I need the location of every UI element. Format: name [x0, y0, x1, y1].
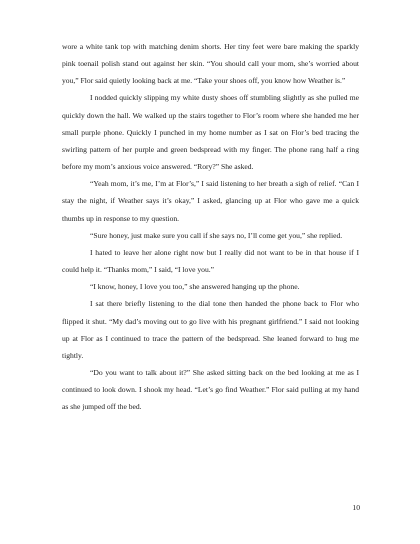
page-number: 10: [352, 503, 360, 512]
paragraph: “Sure honey, just make sure you call if she says no, I’ll come get you,” she replied.: [90, 230, 343, 240]
paragraph: “Yeah mom, it’s me, I’m at Flor’s,” I said listening to her breath a sigh of relief. “Can I stay the night, if Weather says it’s okay,” I asked, glancing up at Flor who gave me a quick thumbs up in response to my question.: [62, 179, 359, 223]
paragraph: I hated to leave her alone right now but I really did not want to be in that house if I could help it. “Thanks mom,” I said, “I love you.”: [62, 247, 359, 275]
paragraph: I nodded quickly slipping my white dusty shoes off stumbling slightly as she pulled me quickly down the hall. We walked up the stairs together to Flor’s room where she handed me her small purple phone. Quickly I punched in my home number as I sat on Flor’s bed tracing the swirling pattern of her purple and green bedspread with my finger. The phone rang half a ring before my mom’s anxious voice answered. “Rory?” She asked.: [62, 93, 359, 172]
paragraph: “I know, honey, I love you too,” she answered hanging up the phone.: [90, 282, 300, 292]
paragraph: “Do you want to talk about it?” She asked sitting back on the bed looking at me as I continued to look down. I shook my head. “Let’s go find Weather.” Flor said pulling at my hand as she jumped off the bed.: [62, 367, 359, 412]
body-text: [62, 38, 359, 415]
paragraph: I sat there briefly listening to the dial tone then handed the phone back to Flor who flipped it shut. “My dad’s moving out to go live with his pregnant girlfriend.” I said not looking up at Flor as I continued to trace the pattern of the bedspread. She leaned forward to hug me tightly.: [62, 299, 359, 360]
paragraph-continued: wore a white tank top with matching denim shorts. Her tiny feet were bare making the sparkly pink toenail polish stand out against her skin. “You should call your mom, she’s worried about you,” Flor said quietly looking back at me. “Take your shoes off, you know how Weather is.”: [62, 42, 359, 86]
